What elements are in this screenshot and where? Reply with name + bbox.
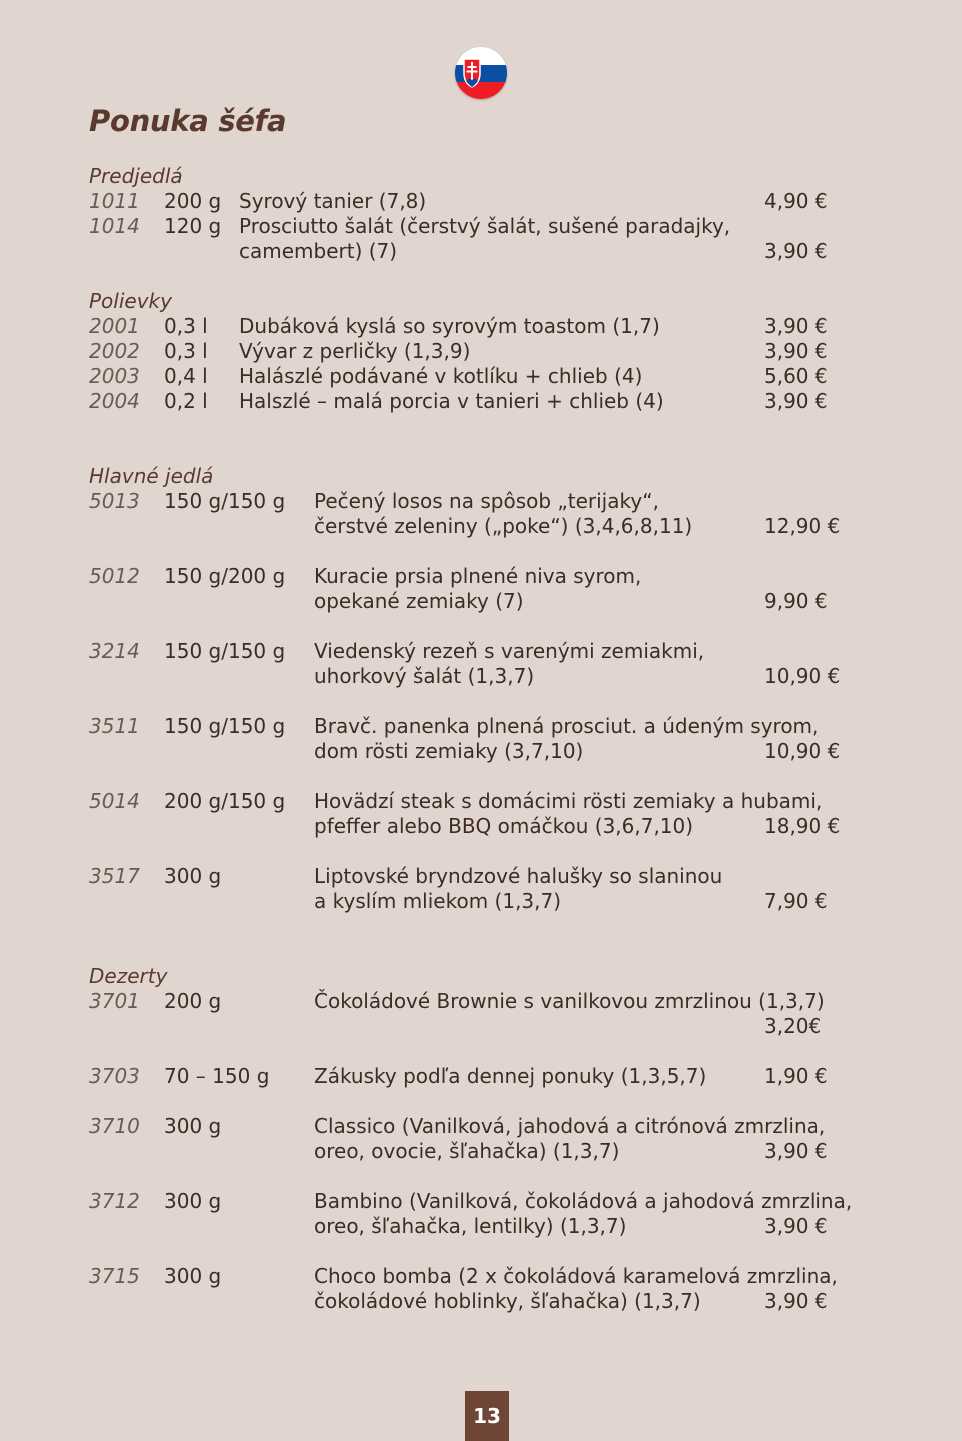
item-description-line: Syrový tanier (7,8)	[239, 189, 427, 213]
item-code: 5013	[89, 489, 140, 513]
item-quantity: 120 g	[164, 214, 222, 238]
item-description-line: Choco bomba (2 x čokoládová karamelová zmrzlina,	[314, 1264, 838, 1288]
item-code: 5012	[89, 564, 140, 588]
page-number: 13	[465, 1391, 509, 1441]
item-code: 3511	[89, 714, 140, 738]
page-title: Ponuka šéfa	[89, 104, 287, 138]
section-title: Polievky	[89, 289, 172, 313]
item-quantity: 200 g	[164, 989, 222, 1013]
item-price: 4,90 €	[764, 189, 828, 213]
item-description-line: Halászlé podávané v kotlíku + chlieb (4)	[239, 364, 643, 388]
item-price: 10,90 €	[764, 739, 841, 763]
item-price: 3,90 €	[764, 1139, 828, 1163]
item-price: 10,90 €	[764, 664, 841, 688]
item-code: 2002	[89, 339, 140, 363]
item-price: 12,90 €	[764, 514, 841, 538]
item-description-line: oreo, ovocie, šľahačka) (1,3,7)	[314, 1139, 620, 1163]
item-code: 1011	[89, 189, 140, 213]
item-price: 3,90 €	[764, 239, 828, 263]
item-code: 3715	[89, 1264, 140, 1288]
item-description-line: Bravč. panenka plnená prosciut. a údeným syrom,	[314, 714, 819, 738]
item-code: 3710	[89, 1114, 140, 1138]
item-description-line: uhorkový šalát (1,3,7)	[314, 664, 535, 688]
item-quantity: 150 g/150 g	[164, 714, 286, 738]
item-description-line: Bambino (Vanilková, čokoládová a jahodová zmrzlina,	[314, 1189, 853, 1213]
item-description-line: Zákusky podľa dennej ponuky (1,3,5,7)	[314, 1064, 707, 1088]
item-quantity: 300 g	[164, 1189, 222, 1213]
item-description-line: oreo, šľahačka, lentilky) (1,3,7)	[314, 1214, 627, 1238]
item-code: 3214	[89, 639, 140, 663]
item-price: 18,90 €	[764, 814, 841, 838]
item-code: 3701	[89, 989, 140, 1013]
item-description-line: Prosciutto šalát (čerstvý šalát, sušené paradajky,	[239, 214, 731, 238]
item-description-line: Čokoládové Brownie s vanilkovou zmrzlinou (1,3,7)	[314, 989, 825, 1013]
item-description-line: Hovädzí steak s domácimi rösti zemiaky a hubami,	[314, 789, 823, 813]
item-quantity: 0,4 l	[164, 364, 208, 388]
slovakia-flag-icon	[455, 47, 507, 99]
item-quantity: 150 g/150 g	[164, 489, 286, 513]
section-title: Predjedlá	[89, 164, 183, 188]
item-quantity: 200 g	[164, 189, 222, 213]
item-code: 1014	[89, 214, 140, 238]
item-price: 7,90 €	[764, 889, 828, 913]
item-description-line: Kuracie prsia plnené niva syrom,	[314, 564, 642, 588]
item-price: 9,90 €	[764, 589, 828, 613]
item-description-line: Liptovské bryndzové halušky so slaninou	[314, 864, 723, 888]
item-description-line: čerstvé zeleniny („poke“) (3,4,6,8,11)	[314, 514, 693, 538]
item-quantity: 0,3 l	[164, 314, 208, 338]
item-quantity: 150 g/150 g	[164, 639, 286, 663]
item-description-line: Classico (Vanilková, jahodová a citrónová zmrzlina,	[314, 1114, 826, 1138]
section-title: Hlavné jedlá	[89, 464, 214, 488]
item-code: 2001	[89, 314, 140, 338]
item-description-line: pfeffer alebo BBQ omáčkou (3,6,7,10)	[314, 814, 694, 838]
item-quantity: 0,3 l	[164, 339, 208, 363]
item-price: 3,90 €	[764, 389, 828, 413]
item-price: 3,90 €	[764, 1289, 828, 1313]
item-quantity: 0,2 l	[164, 389, 208, 413]
item-code: 3712	[89, 1189, 140, 1213]
item-description-line: Halszlé – malá porcia v tanieri + chlieb (4)	[239, 389, 664, 413]
item-description-line: a kyslím mliekom (1,3,7)	[314, 889, 562, 913]
item-price: 3,20€	[764, 1014, 822, 1038]
item-code: 3517	[89, 864, 140, 888]
section-title: Dezerty	[89, 964, 168, 988]
item-description-line: Viedenský rezeň s varenými zemiakmi,	[314, 639, 705, 663]
item-description-line: camembert) (7)	[239, 239, 398, 263]
item-description-line: Pečený losos na spôsob „terijaky“,	[314, 489, 659, 513]
item-quantity: 200 g/150 g	[164, 789, 286, 813]
item-quantity: 300 g	[164, 1264, 222, 1288]
item-description-line: Vývar z perličky (1,3,9)	[239, 339, 471, 363]
item-description-line: čokoládové hoblinky, šľahačka) (1,3,7)	[314, 1289, 701, 1313]
item-price: 3,90 €	[764, 339, 828, 363]
item-price: 3,90 €	[764, 314, 828, 338]
item-description-line: dom rösti zemiaky (3,7,10)	[314, 739, 584, 763]
item-description-line: Dubáková kyslá so syrovým toastom (1,7)	[239, 314, 660, 338]
item-price: 5,60 €	[764, 364, 828, 388]
item-price: 1,90 €	[764, 1064, 828, 1088]
item-price: 3,90 €	[764, 1214, 828, 1238]
item-quantity: 70 – 150 g	[164, 1064, 270, 1088]
item-quantity: 300 g	[164, 864, 222, 888]
item-code: 2004	[89, 389, 140, 413]
item-code: 5014	[89, 789, 140, 813]
item-quantity: 150 g/200 g	[164, 564, 286, 588]
item-code: 2003	[89, 364, 140, 388]
item-quantity: 300 g	[164, 1114, 222, 1138]
item-description-line: opekané zemiaky (7)	[314, 589, 524, 613]
item-code: 3703	[89, 1064, 140, 1088]
